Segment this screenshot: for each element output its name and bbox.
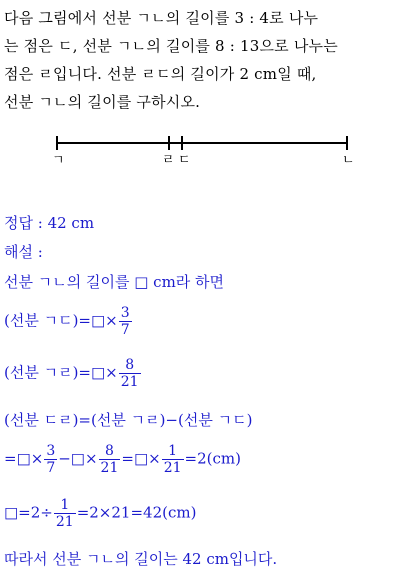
numerator: 8 (125, 357, 135, 373)
point-label-n: ㄴ (342, 153, 355, 168)
answer-label: 정답 : 42 cm (4, 214, 95, 232)
question-line: 는 점은 ㄷ, 선분 ㄱㄴ의 길이를 8 : 13으로 나누는 (4, 37, 338, 55)
explanation-line-5 (4, 443, 241, 476)
point-label-d: ㄷ (178, 153, 191, 168)
denominator: 21 (100, 460, 119, 476)
expr-text: −□× (58, 449, 98, 468)
numerator: 8 (105, 443, 114, 459)
numerator: 3 (120, 305, 130, 321)
denominator: 21 (55, 514, 74, 530)
numerator: 1 (60, 497, 70, 513)
fraction (119, 305, 132, 338)
point-label-r: ㄹ (162, 153, 175, 168)
expr-text: (선분 ㄱㄹ)=□× (4, 363, 118, 382)
numerator: 3 (46, 443, 56, 459)
numerator: 1 (168, 443, 178, 459)
tick-n (346, 136, 348, 150)
question-line: 다음 그림에서 선분 ㄱㄴ의 길이를 3 : 4로 나누 (4, 9, 319, 27)
question-line: 점은 ㄹ입니다. 선분 ㄹㄷ의 길이가 2 cm일 때, (4, 65, 317, 83)
point-label-g: ㄱ (52, 153, 65, 168)
explanation-line-2 (4, 305, 133, 338)
expr-text: (선분 ㄱㄷ)=□× (4, 311, 118, 330)
denominator: 7 (120, 322, 130, 338)
explanation-line-1: 선분 ㄱㄴ의 길이를 □ cm라 하면 (4, 273, 225, 291)
conclusion-line: 따라서 선분 ㄱㄴ의 길이는 42 cm입니다. (4, 550, 278, 568)
fraction (119, 357, 141, 390)
line-segment-figure (50, 132, 360, 168)
segment-line (56, 142, 348, 144)
tick-r (168, 136, 170, 150)
fraction (54, 497, 76, 530)
explanation-line-3 (4, 357, 142, 390)
question-line: 선분 ㄱㄴ의 길이를 구하시오. (4, 93, 201, 111)
expr-text: =□× (4, 449, 44, 468)
denominator: 21 (120, 374, 139, 390)
question-text (4, 4, 396, 116)
denominator: 7 (46, 460, 56, 476)
expr-text: =2(cm) (184, 449, 241, 468)
explanation-line-4: (선분 ㄷㄹ)=(선분 ㄱㄹ)−(선분 ㄱㄷ) (4, 411, 253, 429)
denominator: 21 (163, 460, 182, 476)
expr-text: =2×21=42(cm) (76, 503, 197, 522)
fraction (44, 443, 57, 476)
fraction (99, 443, 121, 476)
explanation-line-6 (4, 497, 196, 530)
expr-text: □=2÷ (4, 503, 53, 522)
tick-d (181, 136, 183, 150)
tick-g (56, 136, 58, 150)
explanation-label: 해설 : (4, 243, 43, 261)
fraction (162, 443, 184, 476)
expr-text: =□× (121, 449, 161, 468)
